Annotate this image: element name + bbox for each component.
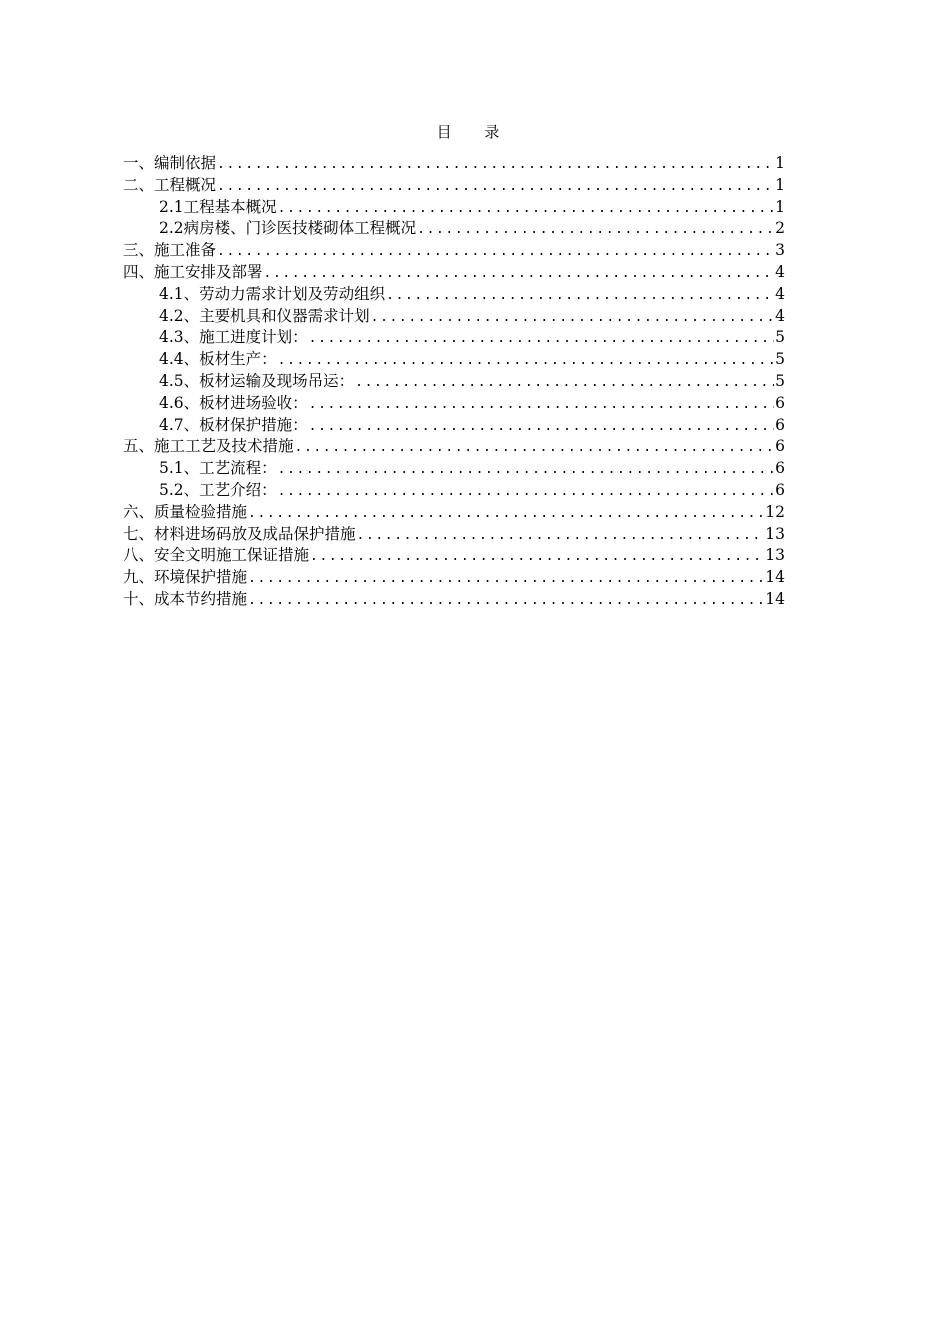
toc-leader-dots bbox=[309, 416, 774, 438]
toc-entry-page: 14 bbox=[765, 568, 785, 587]
toc-leader-dots bbox=[278, 350, 774, 372]
toc-entry[interactable] bbox=[123, 480, 785, 502]
toc-entry[interactable] bbox=[123, 393, 785, 415]
toc-leader-dots bbox=[278, 481, 774, 503]
toc-leader-dots bbox=[295, 437, 775, 459]
toc-entry-page: 12 bbox=[765, 502, 785, 521]
toc-entry-label: 六、质量检验措施 bbox=[123, 502, 248, 521]
toc-leader-dots bbox=[357, 525, 765, 547]
toc-entry-label: 一、编制依据 bbox=[123, 154, 217, 172]
toc-entry-label: 5.2、工艺介绍： bbox=[159, 480, 277, 499]
toc-entry-label: 四、施工安排及部署 bbox=[123, 262, 263, 281]
toc-leader-dots bbox=[278, 459, 774, 481]
toc-leader-dots bbox=[248, 568, 764, 590]
toc-leader-dots bbox=[264, 263, 775, 285]
toc-entry-page: 4 bbox=[775, 284, 785, 303]
toc-leader-dots bbox=[248, 503, 764, 525]
toc-entry[interactable] bbox=[123, 415, 785, 437]
toc-entry-label: 三、施工准备 bbox=[123, 241, 217, 260]
toc-entry[interactable] bbox=[123, 589, 785, 611]
toc-entry-page: 6 bbox=[775, 459, 785, 478]
toc-entry-page: 5 bbox=[775, 350, 785, 369]
toc-leader-dots bbox=[217, 241, 774, 263]
toc-leader-dots bbox=[371, 307, 774, 329]
toc-entry-page: 6 bbox=[775, 415, 785, 434]
toc-entry[interactable] bbox=[123, 240, 785, 262]
toc-entry[interactable] bbox=[123, 306, 785, 328]
toc-entry-label: 4.2、主要机具和仪器需求计划 bbox=[159, 306, 370, 325]
toc-entry-page: 6 bbox=[775, 437, 785, 456]
toc-entry-page: 1 bbox=[775, 197, 785, 216]
toc-leader-dots bbox=[248, 590, 764, 612]
toc-entry-label: 二、工程概况 bbox=[123, 175, 217, 194]
toc-entry-label: 4.1、劳动力需求计划及劳动组织 bbox=[159, 284, 386, 303]
toc-entry-label: 4.5、板材运输及现场吊运： bbox=[159, 371, 355, 390]
toc-entry[interactable] bbox=[123, 458, 785, 480]
toc-entry-page: 6 bbox=[775, 480, 785, 499]
toc-leader-dots bbox=[417, 219, 774, 241]
toc-entry[interactable] bbox=[123, 175, 785, 197]
toc-entry-label: 2.2病房楼、门诊医技楼砌体工程概况 bbox=[159, 219, 417, 238]
toc-entry-label: 4.3、施工进度计划： bbox=[159, 328, 308, 347]
toc-entry[interactable] bbox=[123, 436, 785, 458]
toc-entry[interactable] bbox=[123, 567, 785, 589]
toc-entry-page: 3 bbox=[775, 241, 785, 260]
toc-entry[interactable] bbox=[123, 545, 785, 567]
toc-entry-page: 14 bbox=[765, 589, 785, 608]
toc-entry[interactable] bbox=[123, 371, 785, 393]
toc-title: 目 录 bbox=[436, 123, 514, 141]
toc-entry-page: 2 bbox=[775, 219, 785, 238]
toc-entry-page: 5 bbox=[775, 328, 785, 347]
toc-leader-dots bbox=[278, 198, 774, 220]
toc-entry-page: 13 bbox=[765, 524, 785, 543]
toc-entry[interactable] bbox=[123, 218, 785, 240]
toc-entry[interactable] bbox=[123, 197, 785, 219]
toc-entry[interactable] bbox=[123, 524, 785, 546]
toc-entry[interactable] bbox=[123, 262, 785, 284]
toc-leader-dots bbox=[309, 328, 774, 350]
toc-entry-label: 八、安全文明施工保证措施 bbox=[123, 546, 310, 565]
toc-entry-page: 5 bbox=[775, 371, 785, 390]
toc-entry-label: 七、材料进场码放及成品保护措施 bbox=[123, 524, 356, 543]
toc-entry-label: 4.6、板材进场验收： bbox=[159, 393, 308, 412]
toc-leader-dots bbox=[310, 546, 764, 568]
toc-entry[interactable] bbox=[123, 502, 785, 524]
toc-entry[interactable] bbox=[123, 327, 785, 349]
toc-entry-page: 13 bbox=[765, 546, 785, 565]
toc-leader-dots bbox=[217, 154, 774, 176]
toc-entry-page: 4 bbox=[775, 262, 785, 281]
toc-entry-label: 2.1工程基本概况 bbox=[159, 197, 277, 216]
toc-leader-dots bbox=[217, 176, 774, 198]
toc-entry[interactable] bbox=[123, 284, 785, 306]
toc-entry-page: 1 bbox=[775, 175, 785, 194]
toc-list bbox=[123, 153, 785, 611]
toc-entry-page: 6 bbox=[775, 393, 785, 412]
toc-leader-dots bbox=[355, 372, 774, 394]
toc-leader-dots bbox=[309, 394, 774, 416]
toc-leader-dots bbox=[386, 285, 774, 307]
toc-entry-label: 九、环境保护措施 bbox=[123, 568, 248, 587]
toc-entry-label: 4.4、板材生产： bbox=[159, 350, 277, 369]
toc-entry-label: 十、成本节约措施 bbox=[123, 589, 248, 608]
toc-entry[interactable] bbox=[123, 153, 785, 175]
toc-entry-page: 4 bbox=[775, 306, 785, 325]
toc-entry-page: 1 bbox=[775, 154, 785, 172]
toc-entry-label: 5.1、工艺流程： bbox=[159, 459, 277, 478]
toc-entry-label: 五、施工工艺及技术措施 bbox=[123, 437, 294, 456]
toc-entry[interactable] bbox=[123, 349, 785, 371]
toc-entry-label: 4.7、板材保护措施： bbox=[159, 415, 308, 434]
